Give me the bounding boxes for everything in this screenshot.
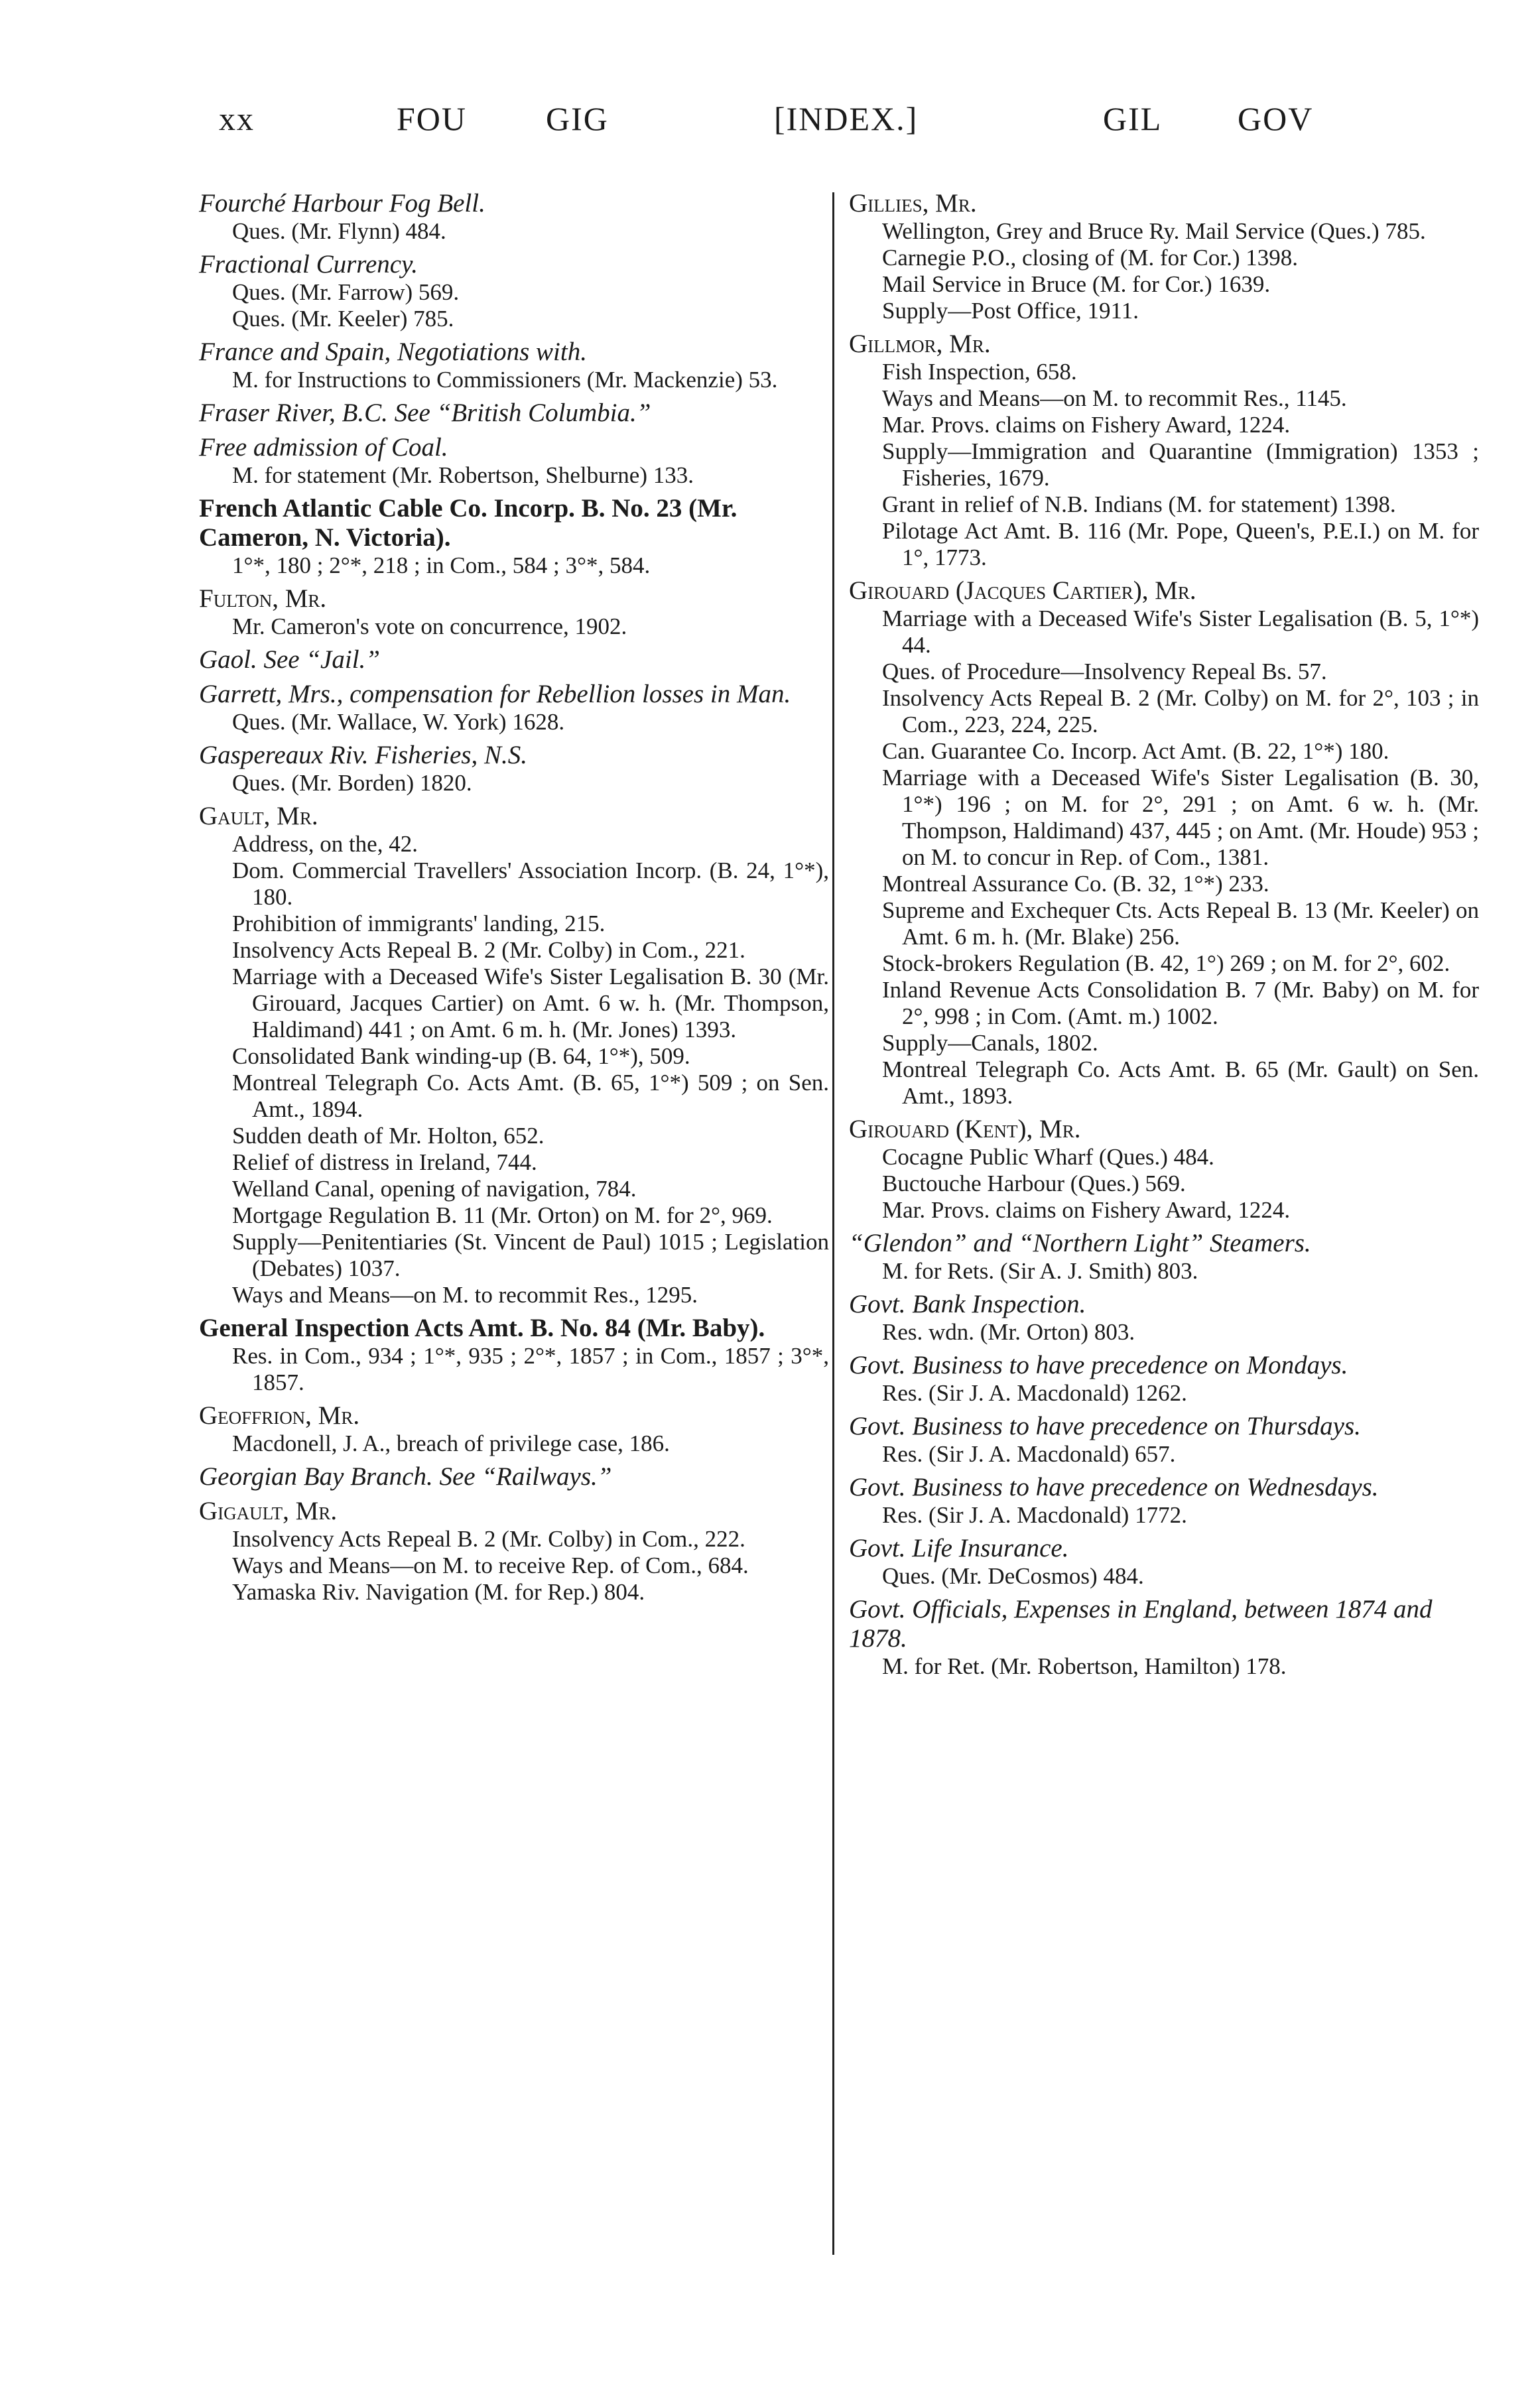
index-subentry: Dom. Commercial Travellers' Association Incorp. (B. 24, 1°*), 180. xyxy=(232,857,829,910)
index-subentry: Inland Revenue Acts Consolidation B. 7 (Mr. Baby) on M. for 2°, 998 ; in Com. (Amt. m.) 1002. xyxy=(882,977,1479,1029)
index-subentry: M. for Rets. (Sir A. J. Smith) 803. xyxy=(882,1258,1198,1284)
header-title: [INDEX.] xyxy=(774,100,919,137)
index-subentry: Welland Canal, opening of navigation, 784. xyxy=(232,1176,637,1202)
index-heading: Gaspereaux Riv. Fisheries, N.S. xyxy=(199,741,527,769)
index-entry xyxy=(849,1115,1479,1224)
index-heading: Girouard (Jacques Cartier), Mr. xyxy=(849,576,1196,605)
index-heading: Fractional Currency. xyxy=(199,250,418,279)
index-subentry: Insolvency Acts Repeal B. 2 (Mr. Colby) in Com., 222. xyxy=(232,1526,745,1552)
index-heading: Girouard (Kent), Mr. xyxy=(849,1115,1081,1143)
index-subentry: Relief of distress in Ireland, 744. xyxy=(232,1149,537,1175)
index-subentry: Sudden death of Mr. Holton, 652. xyxy=(232,1123,545,1149)
index-entry xyxy=(849,1229,1479,1285)
index-subentry: Mail Service in Bruce (M. for Cor.) 1639. xyxy=(882,271,1271,297)
index-subentry: Buctouche Harbour (Ques.) 569. xyxy=(882,1171,1186,1196)
column-divider xyxy=(832,192,834,2255)
index-entry xyxy=(199,433,829,489)
index-subentry: Macdonell, J. A., breach of privilege case, 186. xyxy=(232,1430,670,1456)
index-subentry: Grant in relief of N.B. Indians (M. for statement) 1398. xyxy=(882,491,1396,517)
index-heading: Fulton, Mr. xyxy=(199,584,327,613)
left-column xyxy=(199,189,829,2311)
index-entry xyxy=(849,1290,1479,1346)
index-subentry: Ways and Means—on M. to recommit Res., 1145. xyxy=(882,385,1347,411)
header-range-left-end: GIG xyxy=(546,100,609,137)
index-entry xyxy=(849,1412,1479,1468)
index-subentry: Res. in Com., 934 ; 1°*, 935 ; 2°*, 1857 ; in Com., 1857 ; 3°*, 1857. xyxy=(232,1343,829,1395)
index-heading: Fraser River, B.C. See “British Columbia.” xyxy=(199,399,651,427)
index-subentry: Cocagne Public Wharf (Ques.) 484. xyxy=(882,1144,1214,1170)
index-subentry: Supply—Penitentiaries (St. Vincent de Paul) 1015 ; Legislation (Debates) 1037. xyxy=(232,1229,829,1281)
index-subentry: Pilotage Act Amt. B. 116 (Mr. Pope, Queen's, P.E.I.) on M. for 1°, 1773. xyxy=(882,518,1479,570)
index-heading: Garrett, Mrs., compensation for Rebellion losses in Man. xyxy=(199,680,791,708)
index-subentry: Insolvency Acts Repeal B. 2 (Mr. Colby) in Com., 221. xyxy=(232,937,745,963)
index-entry xyxy=(199,338,829,393)
index-entry xyxy=(199,189,829,245)
index-subentry: Address, on the, 42. xyxy=(232,831,418,857)
index-subentry: Montreal Assurance Co. (B. 32, 1°*) 233. xyxy=(882,871,1269,897)
index-heading: France and Spain, Negotiations with. xyxy=(199,338,587,366)
index-entry xyxy=(199,1497,829,1606)
index-entry xyxy=(199,1462,829,1491)
index-subentry: Mr. Cameron's vote on concurrence, 1902. xyxy=(232,613,627,639)
index-heading: Govt. Life Insurance. xyxy=(849,1534,1069,1562)
index-entry xyxy=(199,741,829,796)
index-subentry: Ques. (Mr. Farrow) 569. xyxy=(232,279,460,305)
index-subentry: Mar. Provs. claims on Fishery Award, 1224. xyxy=(882,1197,1291,1223)
index-heading: General Inspection Acts Amt. B. No. 84 (Mr. Baby). xyxy=(199,1314,765,1342)
index-entry xyxy=(849,1473,1479,1529)
index-subentry: Yamaska Riv. Navigation (M. for Rep.) 804. xyxy=(232,1579,645,1605)
index-entry xyxy=(849,189,1479,324)
index-heading: Gillies, Mr. xyxy=(849,189,977,218)
index-subentry: Insolvency Acts Repeal B. 2 (Mr. Colby) on M. for 2°, 103 ; in Com., 223, 224, 225. xyxy=(882,685,1479,737)
index-entry xyxy=(849,1534,1479,1590)
index-heading: Gault, Mr. xyxy=(199,802,318,830)
index-heading: Govt. Officials, Expenses in England, between 1874 and 1878. xyxy=(849,1595,1433,1653)
index-entry xyxy=(849,576,1479,1109)
index-subentry: Ways and Means—on M. to receive Rep. of Com., 684. xyxy=(232,1552,749,1578)
index-subentry: Ques. (Mr. Flynn) 484. xyxy=(232,218,446,244)
index-subentry: Mar. Provs. claims on Fishery Award, 1224. xyxy=(882,412,1291,438)
index-subentry: Res. (Sir J. A. Macdonald) 657. xyxy=(882,1441,1176,1467)
index-subentry: Montreal Telegraph Co. Acts Amt. (B. 65, 1°*) 509 ; on Sen. Amt., 1894. xyxy=(232,1070,829,1122)
index-entry xyxy=(849,1351,1479,1407)
index-subentry: M. for Ret. (Mr. Robertson, Hamilton) 178. xyxy=(882,1653,1287,1679)
index-heading: Fourché Harbour Fog Bell. xyxy=(199,189,485,218)
index-heading: Geoffrion, Mr. xyxy=(199,1401,360,1430)
index-entry xyxy=(199,802,829,1308)
index-heading: French Atlantic Cable Co. Incorp. B. No. 23 (Mr. Cameron, N. Victoria). xyxy=(199,494,738,552)
index-entry xyxy=(199,1314,829,1396)
index-subentry: Prohibition of immigrants' landing, 215. xyxy=(232,911,606,936)
index-subentry: Ques. (Mr. Borden) 1820. xyxy=(232,770,472,796)
index-subentry: Ques. (Mr. DeCosmos) 484. xyxy=(882,1563,1144,1589)
index-subentry: Marriage with a Deceased Wife's Sister Legalisation B. 30 (Mr. Girouard, Jacques Cartier) on Amt. 6 w. h. (Mr. Thompson, Haldimand) 441 ; on Amt. 6 m. h. (Mr. Jones) 1393. xyxy=(232,964,829,1043)
index-heading: Govt. Bank Inspection. xyxy=(849,1290,1086,1318)
index-subentry: Ways and Means—on M. to recommit Res., 1295. xyxy=(232,1282,698,1308)
running-header xyxy=(0,99,1540,153)
index-heading: Georgian Bay Branch. See “Railways.” xyxy=(199,1462,612,1491)
index-subentry: Stock-brokers Regulation (B. 42, 1°) 269 ; on M. for 2°, 602. xyxy=(882,950,1450,976)
index-subentry: Supply—Canals, 1802. xyxy=(882,1030,1098,1056)
index-subentry: Supply—Immigration and Quarantine (Immigration) 1353 ; Fisheries, 1679. xyxy=(882,438,1479,491)
index-entry xyxy=(199,494,829,579)
index-subentry: Ques. (Mr. Keeler) 785. xyxy=(232,306,454,332)
index-entry xyxy=(199,1401,829,1457)
index-subentry: Montreal Telegraph Co. Acts Amt. B. 65 (Mr. Gault) on Sen. Amt., 1893. xyxy=(882,1056,1479,1109)
index-subentry: Consolidated Bank winding-up (B. 64, 1°*), 509. xyxy=(232,1043,690,1069)
index-subentry: Mortgage Regulation B. 11 (Mr. Orton) on M. for 2°, 969. xyxy=(232,1202,773,1228)
index-subentry: Marriage with a Deceased Wife's Sister Legalisation (B. 30, 1°*) 196 ; on M. for 2°, 291 ; on Amt. 6 w. h. (Mr. Thompson, Haldimand) 437, 445 ; on Amt. (Mr. Houde) 953 ; on M. to concur in Rep. of Com., 1381. xyxy=(882,765,1479,870)
index-subentry: M. for statement (Mr. Robertson, Shelburne) 133. xyxy=(232,462,694,488)
page-number: xx xyxy=(219,100,255,137)
index-subentry: Ques. of Procedure—Insolvency Repeal Bs. 57. xyxy=(882,659,1327,684)
index-subentry: 1°*, 180 ; 2°*, 218 ; in Com., 584 ; 3°*, 584. xyxy=(232,552,651,578)
index-heading: Free admission of Coal. xyxy=(199,433,448,462)
index-entry xyxy=(199,399,829,428)
index-entry xyxy=(199,645,829,674)
index-heading: Govt. Business to have precedence on Mondays. xyxy=(849,1351,1348,1379)
index-subentry: Supply—Post Office, 1911. xyxy=(882,298,1139,324)
index-heading: Govt. Business to have precedence on Wednesdays. xyxy=(849,1473,1379,1501)
index-subentry: Res. (Sir J. A. Macdonald) 1262. xyxy=(882,1380,1187,1406)
index-subentry: Carnegie P.O., closing of (M. for Cor.) 1398. xyxy=(882,245,1299,271)
index-subentry: Can. Guarantee Co. Incorp. Act Amt. (B. 22, 1°*) 180. xyxy=(882,738,1389,764)
index-subentry: Wellington, Grey and Bruce Ry. Mail Service (Ques.) 785. xyxy=(882,218,1426,244)
index-subentry: Ques. (Mr. Wallace, W. York) 1628. xyxy=(232,709,565,735)
header-range-right-end: GOV xyxy=(1238,100,1314,137)
header-range-right-start: GIL xyxy=(1103,100,1163,137)
index-subentry: Fish Inspection, 658. xyxy=(882,359,1077,385)
index-subentry: Res. (Sir J. A. Macdonald) 1772. xyxy=(882,1502,1187,1528)
header-range-left-start: FOU xyxy=(397,100,468,137)
right-column xyxy=(849,189,1479,2311)
index-heading: Gigault, Mr. xyxy=(199,1497,338,1525)
index-entry xyxy=(199,250,829,332)
index-heading: Govt. Business to have precedence on Thursdays. xyxy=(849,1412,1361,1440)
index-entry xyxy=(849,1595,1479,1680)
index-subentry: Res. wdn. (Mr. Orton) 803. xyxy=(882,1319,1135,1345)
index-entry xyxy=(199,584,829,640)
index-heading: “Glendon” and “Northern Light” Steamers. xyxy=(849,1229,1311,1257)
index-heading: Gillmor, Mr. xyxy=(849,330,991,358)
index-entry xyxy=(849,330,1479,571)
index-subentry: Supreme and Exchequer Cts. Acts Repeal B. 13 (Mr. Keeler) on Amt. 6 m. h. (Mr. Blake) 256. xyxy=(882,897,1479,950)
index-subentry: M. for Instructions to Commissioners (Mr. Mackenzie) 53. xyxy=(232,367,778,393)
index-entry xyxy=(199,680,829,735)
index-heading: Gaol. See “Jail.” xyxy=(199,645,380,674)
index-subentry: Marriage with a Deceased Wife's Sister Legalisation (B. 5, 1°*) 44. xyxy=(882,605,1479,658)
